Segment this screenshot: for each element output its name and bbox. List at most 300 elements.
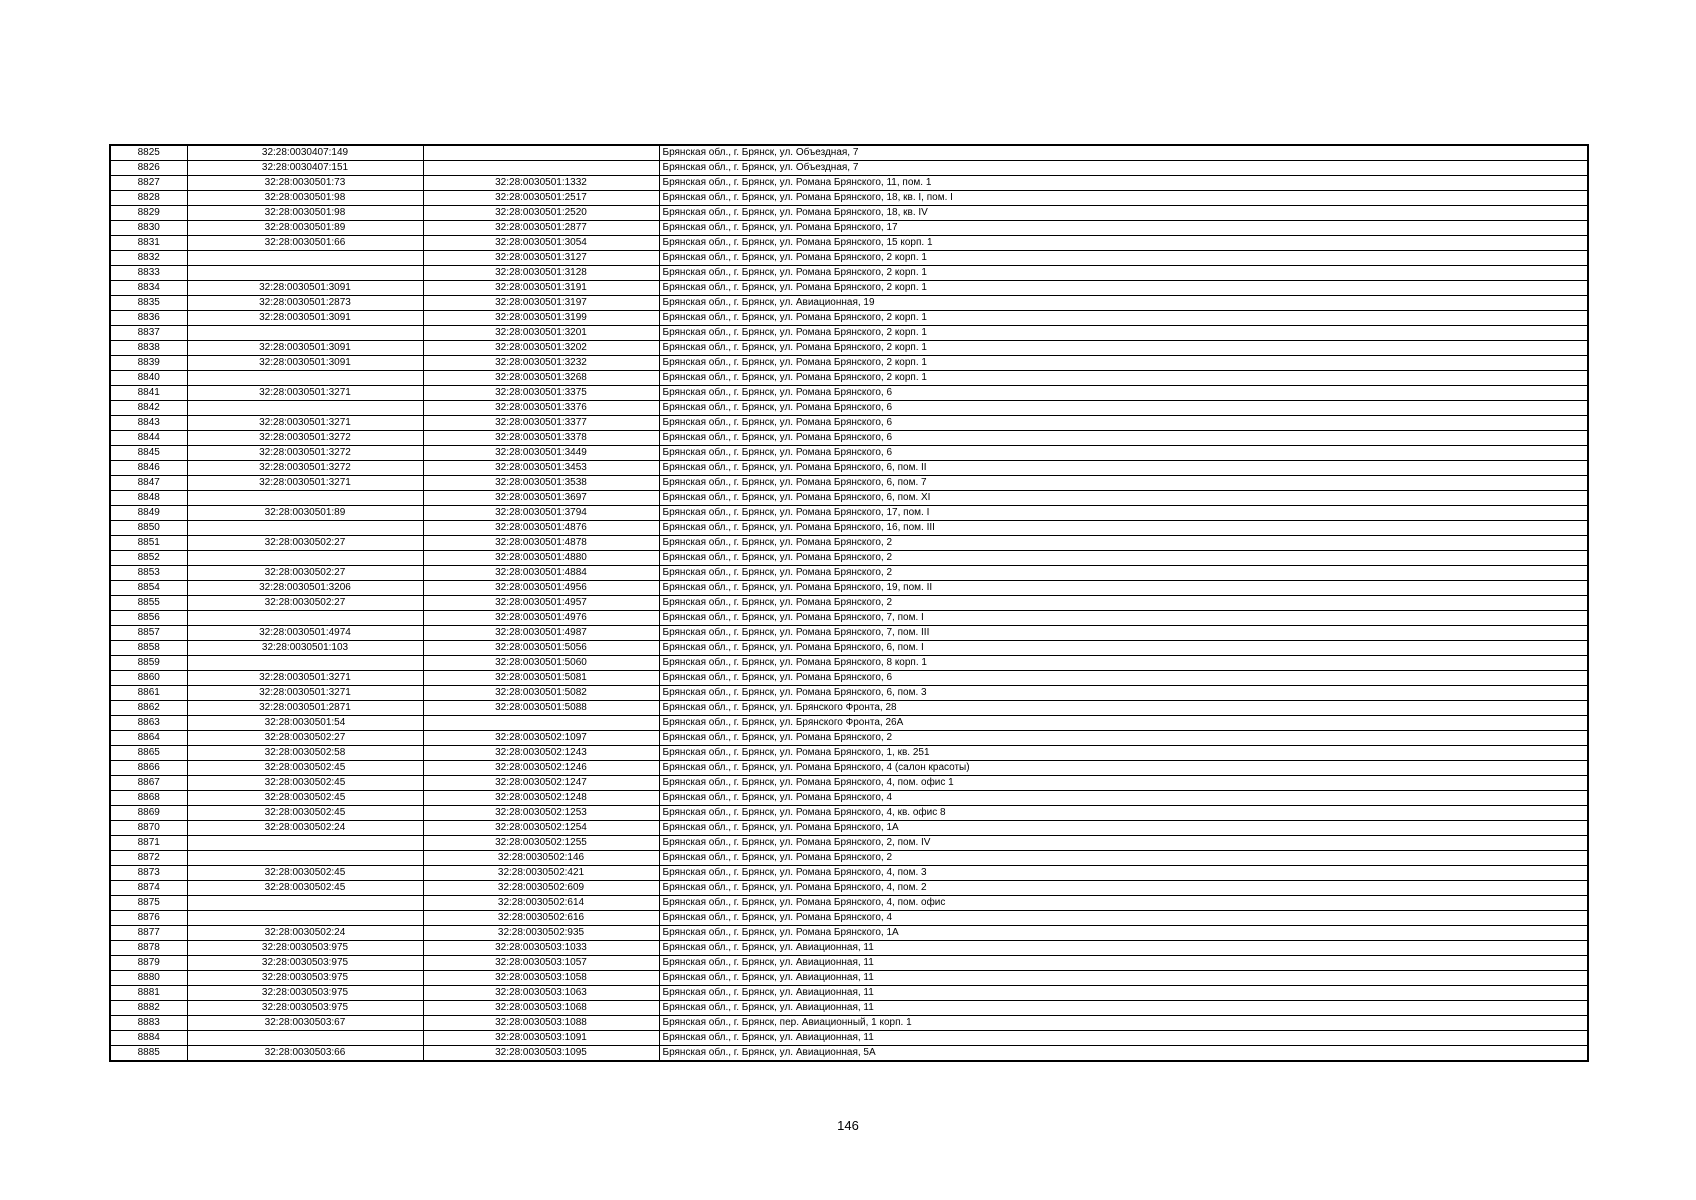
- address-cell: Брянская обл., г. Брянск, ул. Романа Брянского, 6: [659, 431, 1588, 446]
- parent-cadastral-number-cell: 32:28:0030502:27: [187, 566, 423, 581]
- row-number-cell: 8865: [110, 746, 187, 761]
- address-cell: Брянская обл., г. Брянск, ул. Романа Брянского, 4, пом. офис: [659, 896, 1588, 911]
- cadastral-number-cell: 32:28:0030501:3199: [423, 311, 659, 326]
- parent-cadastral-number-cell: 32:28:0030503:975: [187, 1001, 423, 1016]
- address-cell: Брянская обл., г. Брянск, ул. Романа Брянского, 4, пом. 3: [659, 866, 1588, 881]
- table-row: [110, 656, 1588, 671]
- address-cell: Брянская обл., г. Брянск, ул. Романа Брянского, 16, пом. III: [659, 521, 1588, 536]
- cadastral-number-cell: 32:28:0030502:146: [423, 851, 659, 866]
- address-cell: Брянская обл., г. Брянск, ул. Объездная, 7: [659, 161, 1588, 176]
- parent-cadastral-number-cell: 32:28:0030502:24: [187, 821, 423, 836]
- cadastral-number-cell: 32:28:0030501:4956: [423, 581, 659, 596]
- cadastral-number-cell: 32:28:0030501:3197: [423, 296, 659, 311]
- parent-cadastral-number-cell: 32:28:0030501:73: [187, 176, 423, 191]
- parent-cadastral-number-cell: 32:28:0030501:2871: [187, 701, 423, 716]
- address-cell: Брянская обл., г. Брянск, ул. Романа Брянского, 15 корп. 1: [659, 236, 1588, 251]
- row-number-cell: 8854: [110, 581, 187, 596]
- cadastral-number-cell: 32:28:0030501:2877: [423, 221, 659, 236]
- table-row: [110, 686, 1588, 701]
- table-row: [110, 941, 1588, 956]
- parent-cadastral-number-cell: 32:28:0030501:89: [187, 506, 423, 521]
- table-row: [110, 491, 1588, 506]
- address-cell: Брянская обл., г. Брянск, ул. Романа Брянского, 6: [659, 671, 1588, 686]
- row-number-cell: 8835: [110, 296, 187, 311]
- address-cell: Брянская обл., г. Брянск, ул. Романа Брянского, 2 корп. 1: [659, 281, 1588, 296]
- table-row: [110, 1046, 1588, 1062]
- row-number-cell: 8880: [110, 971, 187, 986]
- cadastral-number-cell: [423, 716, 659, 731]
- table-row: [110, 821, 1588, 836]
- address-cell: Брянская обл., г. Брянск, ул. Романа Брянского, 6: [659, 386, 1588, 401]
- row-number-cell: 8837: [110, 326, 187, 341]
- table-row: [110, 431, 1588, 446]
- address-cell: Брянская обл., г. Брянск, ул. Романа Брянского, 1А: [659, 821, 1588, 836]
- address-cell: Брянская обл., г. Брянск, ул. Романа Брянского, 2: [659, 596, 1588, 611]
- parent-cadastral-number-cell: [187, 836, 423, 851]
- parent-cadastral-number-cell: 32:28:0030501:3206: [187, 581, 423, 596]
- address-cell: Брянская обл., г. Брянск, ул. Романа Брянского, 18, кв. I, пом. I: [659, 191, 1588, 206]
- table-row: [110, 536, 1588, 551]
- table-row: [110, 521, 1588, 536]
- table-row: [110, 566, 1588, 581]
- parent-cadastral-number-cell: [187, 251, 423, 266]
- cadastral-number-cell: 32:28:0030502:1243: [423, 746, 659, 761]
- table-row: [110, 476, 1588, 491]
- cadastral-number-cell: 32:28:0030501:3127: [423, 251, 659, 266]
- cadastral-number-cell: 32:28:0030501:5081: [423, 671, 659, 686]
- parent-cadastral-number-cell: 32:28:0030502:45: [187, 776, 423, 791]
- table-row: [110, 776, 1588, 791]
- table-row: [110, 311, 1588, 326]
- row-number-cell: 8859: [110, 656, 187, 671]
- parent-cadastral-number-cell: [187, 401, 423, 416]
- table-row: [110, 145, 1588, 161]
- parent-cadastral-number-cell: [187, 851, 423, 866]
- cadastral-number-cell: 32:28:0030503:1091: [423, 1031, 659, 1046]
- parent-cadastral-number-cell: 32:28:0030502:27: [187, 731, 423, 746]
- address-cell: Брянская обл., г. Брянск, ул. Романа Брянского, 6: [659, 401, 1588, 416]
- parent-cadastral-number-cell: 32:28:0030503:975: [187, 971, 423, 986]
- cadastral-number-cell: 32:28:0030501:4987: [423, 626, 659, 641]
- row-number-cell: 8875: [110, 896, 187, 911]
- parent-cadastral-number-cell: 32:28:0030502:45: [187, 866, 423, 881]
- row-number-cell: 8874: [110, 881, 187, 896]
- parent-cadastral-number-cell: 32:28:0030501:3091: [187, 311, 423, 326]
- cadastral-number-cell: 32:28:0030501:3794: [423, 506, 659, 521]
- address-cell: Брянская обл., г. Брянск, ул. Авиационная, 5А: [659, 1046, 1588, 1062]
- parent-cadastral-number-cell: 32:28:0030503:66: [187, 1046, 423, 1062]
- address-cell: Брянская обл., г. Брянск, ул. Романа Брянского, 4: [659, 911, 1588, 926]
- row-number-cell: 8873: [110, 866, 187, 881]
- row-number-cell: 8855: [110, 596, 187, 611]
- parent-cadastral-number-cell: 32:28:0030503:67: [187, 1016, 423, 1031]
- row-number-cell: 8829: [110, 206, 187, 221]
- row-number-cell: 8839: [110, 356, 187, 371]
- cadastral-number-cell: 32:28:0030502:935: [423, 926, 659, 941]
- cadastral-number-cell: 32:28:0030501:4884: [423, 566, 659, 581]
- cadastral-number-cell: 32:28:0030501:3697: [423, 491, 659, 506]
- cadastral-number-cell: 32:28:0030501:4876: [423, 521, 659, 536]
- row-number-cell: 8846: [110, 461, 187, 476]
- row-number-cell: 8848: [110, 491, 187, 506]
- row-number-cell: 8882: [110, 1001, 187, 1016]
- cadastral-number-cell: 32:28:0030502:1097: [423, 731, 659, 746]
- cadastral-number-cell: 32:28:0030501:3268: [423, 371, 659, 386]
- table-row: [110, 461, 1588, 476]
- table-row: [110, 221, 1588, 236]
- row-number-cell: 8843: [110, 416, 187, 431]
- row-number-cell: 8845: [110, 446, 187, 461]
- parent-cadastral-number-cell: 32:28:0030501:3271: [187, 416, 423, 431]
- cadastral-number-cell: 32:28:0030501:3202: [423, 341, 659, 356]
- address-cell: Брянская обл., г. Брянск, ул. Романа Брянского, 6, пом. I: [659, 641, 1588, 656]
- row-number-cell: 8884: [110, 1031, 187, 1046]
- address-cell: Брянская обл., г. Брянск, ул. Романа Брянского, 2: [659, 551, 1588, 566]
- table-row: [110, 671, 1588, 686]
- address-cell: Брянская обл., г. Брянск, ул. Романа Брянского, 2 корп. 1: [659, 266, 1588, 281]
- cadastral-number-cell: 32:28:0030501:3376: [423, 401, 659, 416]
- cadastral-number-cell: 32:28:0030501:3453: [423, 461, 659, 476]
- parent-cadastral-number-cell: [187, 551, 423, 566]
- cadastral-number-cell: 32:28:0030501:3538: [423, 476, 659, 491]
- cadastral-number-cell: 32:28:0030501:4976: [423, 611, 659, 626]
- row-number-cell: 8847: [110, 476, 187, 491]
- row-number-cell: 8857: [110, 626, 187, 641]
- cadastral-number-cell: 32:28:0030501:3449: [423, 446, 659, 461]
- address-cell: Брянская обл., г. Брянск, ул. Авиационная, 11: [659, 1031, 1588, 1046]
- table-row: [110, 356, 1588, 371]
- table-row: [110, 326, 1588, 341]
- parent-cadastral-number-cell: 32:28:0030501:98: [187, 191, 423, 206]
- parent-cadastral-number-cell: 32:28:0030503:975: [187, 956, 423, 971]
- table-row: [110, 596, 1588, 611]
- cadastral-number-cell: 32:28:0030501:5056: [423, 641, 659, 656]
- cadastral-number-cell: 32:28:0030501:1332: [423, 176, 659, 191]
- cadastral-number-cell: 32:28:0030503:1058: [423, 971, 659, 986]
- parent-cadastral-number-cell: 32:28:0030503:975: [187, 941, 423, 956]
- parent-cadastral-number-cell: 32:28:0030501:3271: [187, 476, 423, 491]
- parent-cadastral-number-cell: 32:28:0030502:58: [187, 746, 423, 761]
- address-cell: Брянская обл., г. Брянск, ул. Брянского Фронта, 28: [659, 701, 1588, 716]
- address-cell: Брянская обл., г. Брянск, ул. Романа Брянского, 6: [659, 416, 1588, 431]
- cadastral-number-cell: 32:28:0030503:1063: [423, 986, 659, 1001]
- row-number-cell: 8856: [110, 611, 187, 626]
- cadastral-number-cell: 32:28:0030501:5082: [423, 686, 659, 701]
- row-number-cell: 8862: [110, 701, 187, 716]
- parent-cadastral-number-cell: 32:28:0030501:3271: [187, 386, 423, 401]
- parent-cadastral-number-cell: [187, 896, 423, 911]
- table-row: [110, 746, 1588, 761]
- table-row: [110, 1001, 1588, 1016]
- row-number-cell: 8863: [110, 716, 187, 731]
- address-cell: Брянская обл., г. Брянск, ул. Романа Брянского, 6, пом. II: [659, 461, 1588, 476]
- parent-cadastral-number-cell: 32:28:0030501:2873: [187, 296, 423, 311]
- parent-cadastral-number-cell: 32:28:0030501:3091: [187, 341, 423, 356]
- address-cell: Брянская обл., г. Брянск, ул. Романа Брянского, 6, пом. XI: [659, 491, 1588, 506]
- address-cell: Брянская обл., г. Брянск, ул. Авиационная, 11: [659, 971, 1588, 986]
- row-number-cell: 8879: [110, 956, 187, 971]
- cadastral-number-cell: 32:28:0030501:3128: [423, 266, 659, 281]
- row-number-cell: 8877: [110, 926, 187, 941]
- table-row: [110, 1031, 1588, 1046]
- table-row: [110, 896, 1588, 911]
- table-row: [110, 626, 1588, 641]
- table-row: [110, 806, 1588, 821]
- table-row: [110, 851, 1588, 866]
- row-number-cell: 8842: [110, 401, 187, 416]
- address-cell: Брянская обл., г. Брянск, ул. Авиационная, 19: [659, 296, 1588, 311]
- cadastral-number-cell: 32:28:0030501:4880: [423, 551, 659, 566]
- parent-cadastral-number-cell: [187, 911, 423, 926]
- cadastral-register-table: [109, 144, 1589, 1062]
- row-number-cell: 8864: [110, 731, 187, 746]
- parent-cadastral-number-cell: 32:28:0030501:103: [187, 641, 423, 656]
- cadastral-number-cell: 32:28:0030502:1255: [423, 836, 659, 851]
- cadastral-number-cell: [423, 145, 659, 161]
- row-number-cell: 8836: [110, 311, 187, 326]
- row-number-cell: 8825: [110, 145, 187, 161]
- parent-cadastral-number-cell: 32:28:0030502:45: [187, 761, 423, 776]
- cadastral-number-cell: 32:28:0030501:4957: [423, 596, 659, 611]
- address-cell: Брянская обл., г. Брянск, ул. Романа Брянского, 4, кв. офис 8: [659, 806, 1588, 821]
- row-number-cell: 8840: [110, 371, 187, 386]
- address-cell: Брянская обл., г. Брянск, ул. Романа Брянского, 2 корп. 1: [659, 251, 1588, 266]
- table-row: [110, 716, 1588, 731]
- parent-cadastral-number-cell: 32:28:0030407:151: [187, 161, 423, 176]
- parent-cadastral-number-cell: 32:28:0030502:45: [187, 806, 423, 821]
- parent-cadastral-number-cell: 32:28:0030501:4974: [187, 626, 423, 641]
- parent-cadastral-number-cell: [187, 521, 423, 536]
- address-cell: Брянская обл., г. Брянск, ул. Романа Брянского, 6, пом. 3: [659, 686, 1588, 701]
- parent-cadastral-number-cell: [187, 266, 423, 281]
- address-cell: Брянская обл., г. Брянск, ул. Романа Брянского, 2, пом. IV: [659, 836, 1588, 851]
- row-number-cell: 8838: [110, 341, 187, 356]
- table-row: [110, 281, 1588, 296]
- address-cell: Брянская обл., г. Брянск, ул. Романа Брянского, 2 корп. 1: [659, 371, 1588, 386]
- cadastral-number-cell: 32:28:0030502:1246: [423, 761, 659, 776]
- table-row: [110, 611, 1588, 626]
- row-number-cell: 8885: [110, 1046, 187, 1062]
- row-number-cell: 8853: [110, 566, 187, 581]
- row-number-cell: 8849: [110, 506, 187, 521]
- table-row: [110, 1016, 1588, 1031]
- parent-cadastral-number-cell: 32:28:0030501:3272: [187, 446, 423, 461]
- table-row: [110, 641, 1588, 656]
- table-row: [110, 341, 1588, 356]
- table-row: [110, 956, 1588, 971]
- parent-cadastral-number-cell: 32:28:0030501:3272: [187, 431, 423, 446]
- cadastral-number-cell: 32:28:0030502:614: [423, 896, 659, 911]
- address-cell: Брянская обл., г. Брянск, пер. Авиационный, 1 корп. 1: [659, 1016, 1588, 1031]
- cadastral-number-cell: 32:28:0030501:3054: [423, 236, 659, 251]
- table-row: [110, 881, 1588, 896]
- row-number-cell: 8830: [110, 221, 187, 236]
- row-number-cell: 8860: [110, 671, 187, 686]
- row-number-cell: 8831: [110, 236, 187, 251]
- cadastral-number-cell: 32:28:0030503:1068: [423, 1001, 659, 1016]
- table-row: [110, 761, 1588, 776]
- address-cell: Брянская обл., г. Брянск, ул. Романа Брянского, 2: [659, 566, 1588, 581]
- table-row: [110, 191, 1588, 206]
- address-cell: Брянская обл., г. Брянск, ул. Романа Брянского, 8 корп. 1: [659, 656, 1588, 671]
- address-cell: Брянская обл., г. Брянск, ул. Романа Брянского, 4, пом. офис 1: [659, 776, 1588, 791]
- cadastral-number-cell: 32:28:0030501:5060: [423, 656, 659, 671]
- parent-cadastral-number-cell: 32:28:0030502:27: [187, 596, 423, 611]
- address-cell: Брянская обл., г. Брянск, ул. Романа Брянского, 4: [659, 791, 1588, 806]
- address-cell: Брянская обл., г. Брянск, ул. Романа Брянского, 2: [659, 536, 1588, 551]
- table-row: [110, 791, 1588, 806]
- table-row: [110, 581, 1588, 596]
- table-row: [110, 176, 1588, 191]
- address-cell: Брянская обл., г. Брянск, ул. Романа Брянского, 2: [659, 851, 1588, 866]
- cadastral-number-cell: 32:28:0030501:3191: [423, 281, 659, 296]
- row-number-cell: 8832: [110, 251, 187, 266]
- table-row: [110, 836, 1588, 851]
- address-cell: Брянская обл., г. Брянск, ул. Авиационная, 11: [659, 956, 1588, 971]
- address-cell: Брянская обл., г. Брянск, ул. Авиационная, 11: [659, 1001, 1588, 1016]
- table-row: [110, 866, 1588, 881]
- cadastral-number-cell: 32:28:0030502:1247: [423, 776, 659, 791]
- table-row: [110, 266, 1588, 281]
- table-row: [110, 986, 1588, 1001]
- table-row: [110, 401, 1588, 416]
- table-row: [110, 911, 1588, 926]
- parent-cadastral-number-cell: [187, 371, 423, 386]
- parent-cadastral-number-cell: 32:28:0030502:45: [187, 881, 423, 896]
- row-number-cell: 8852: [110, 551, 187, 566]
- address-cell: Брянская обл., г. Брянск, ул. Романа Брянского, 11, пом. 1: [659, 176, 1588, 191]
- row-number-cell: 8878: [110, 941, 187, 956]
- row-number-cell: 8827: [110, 176, 187, 191]
- parent-cadastral-number-cell: 32:28:0030501:3271: [187, 671, 423, 686]
- cadastral-number-cell: 32:28:0030503:1033: [423, 941, 659, 956]
- cadastral-number-cell: 32:28:0030501:4878: [423, 536, 659, 551]
- cadastral-number-cell: 32:28:0030503:1088: [423, 1016, 659, 1031]
- table-row: [110, 236, 1588, 251]
- table-row: [110, 296, 1588, 311]
- row-number-cell: 8872: [110, 851, 187, 866]
- address-cell: Брянская обл., г. Брянск, ул. Романа Брянского, 2 корп. 1: [659, 326, 1588, 341]
- table-row: [110, 371, 1588, 386]
- cadastral-number-cell: 32:28:0030501:5088: [423, 701, 659, 716]
- parent-cadastral-number-cell: 32:28:0030407:149: [187, 145, 423, 161]
- row-number-cell: 8850: [110, 521, 187, 536]
- cadastral-number-cell: 32:28:0030502:1248: [423, 791, 659, 806]
- register-table-body: [110, 145, 1588, 1061]
- cadastral-number-cell: 32:28:0030501:3375: [423, 386, 659, 401]
- cadastral-number-cell: 32:28:0030502:1254: [423, 821, 659, 836]
- cadastral-number-cell: 32:28:0030501:2520: [423, 206, 659, 221]
- address-cell: Брянская обл., г. Брянск, ул. Романа Брянского, 6: [659, 446, 1588, 461]
- cadastral-number-cell: 32:28:0030503:1057: [423, 956, 659, 971]
- table-row: [110, 446, 1588, 461]
- address-cell: Брянская обл., г. Брянск, ул. Романа Брянского, 2: [659, 731, 1588, 746]
- table-row: [110, 971, 1588, 986]
- address-cell: Брянская обл., г. Брянск, ул. Романа Брянского, 1А: [659, 926, 1588, 941]
- table-row: [110, 506, 1588, 521]
- address-cell: Брянская обл., г. Брянск, ул. Романа Брянского, 4, пом. 2: [659, 881, 1588, 896]
- parent-cadastral-number-cell: 32:28:0030502:24: [187, 926, 423, 941]
- row-number-cell: 8851: [110, 536, 187, 551]
- parent-cadastral-number-cell: [187, 656, 423, 671]
- address-cell: Брянская обл., г. Брянск, ул. Романа Брянского, 4 (салон красоты): [659, 761, 1588, 776]
- cadastral-number-cell: 32:28:0030501:3378: [423, 431, 659, 446]
- row-number-cell: 8869: [110, 806, 187, 821]
- address-cell: Брянская обл., г. Брянск, ул. Романа Брянского, 17: [659, 221, 1588, 236]
- row-number-cell: 8867: [110, 776, 187, 791]
- parent-cadastral-number-cell: 32:28:0030501:66: [187, 236, 423, 251]
- parent-cadastral-number-cell: 32:28:0030502:27: [187, 536, 423, 551]
- row-number-cell: 8881: [110, 986, 187, 1001]
- parent-cadastral-number-cell: 32:28:0030501:3091: [187, 356, 423, 371]
- parent-cadastral-number-cell: 32:28:0030501:98: [187, 206, 423, 221]
- parent-cadastral-number-cell: [187, 1031, 423, 1046]
- address-cell: Брянская обл., г. Брянск, ул. Романа Брянского, 2 корп. 1: [659, 356, 1588, 371]
- parent-cadastral-number-cell: [187, 491, 423, 506]
- cadastral-number-cell: 32:28:0030502:609: [423, 881, 659, 896]
- table-row: [110, 731, 1588, 746]
- table-row: [110, 161, 1588, 176]
- row-number-cell: 8870: [110, 821, 187, 836]
- address-cell: Брянская обл., г. Брянск, ул. Брянского Фронта, 26А: [659, 716, 1588, 731]
- address-cell: Брянская обл., г. Брянск, ул. Романа Брянского, 1, кв. 251: [659, 746, 1588, 761]
- row-number-cell: 8883: [110, 1016, 187, 1031]
- cadastral-number-cell: 32:28:0030502:421: [423, 866, 659, 881]
- address-cell: Брянская обл., г. Брянск, ул. Романа Брянского, 2 корп. 1: [659, 311, 1588, 326]
- row-number-cell: 8844: [110, 431, 187, 446]
- table-row: [110, 551, 1588, 566]
- parent-cadastral-number-cell: 32:28:0030503:975: [187, 986, 423, 1001]
- parent-cadastral-number-cell: 32:28:0030501:54: [187, 716, 423, 731]
- table-row: [110, 701, 1588, 716]
- cadastral-number-cell: 32:28:0030501:3377: [423, 416, 659, 431]
- row-number-cell: 8833: [110, 266, 187, 281]
- cadastral-number-cell: 32:28:0030502:1253: [423, 806, 659, 821]
- address-cell: Брянская обл., г. Брянск, ул. Романа Брянского, 6, пом. 7: [659, 476, 1588, 491]
- row-number-cell: 8834: [110, 281, 187, 296]
- table-row: [110, 386, 1588, 401]
- row-number-cell: 8876: [110, 911, 187, 926]
- address-cell: Брянская обл., г. Брянск, ул. Романа Брянского, 7, пом. III: [659, 626, 1588, 641]
- parent-cadastral-number-cell: 32:28:0030501:3272: [187, 461, 423, 476]
- row-number-cell: 8826: [110, 161, 187, 176]
- row-number-cell: 8828: [110, 191, 187, 206]
- cadastral-number-cell: 32:28:0030502:616: [423, 911, 659, 926]
- cadastral-number-cell: 32:28:0030501:3232: [423, 356, 659, 371]
- address-cell: Брянская обл., г. Брянск, ул. Романа Брянского, 18, кв. IV: [659, 206, 1588, 221]
- parent-cadastral-number-cell: [187, 611, 423, 626]
- address-cell: Брянская обл., г. Брянск, ул. Авиационная, 11: [659, 941, 1588, 956]
- row-number-cell: 8841: [110, 386, 187, 401]
- table-row: [110, 251, 1588, 266]
- row-number-cell: 8871: [110, 836, 187, 851]
- address-cell: Брянская обл., г. Брянск, ул. Объездная, 7: [659, 145, 1588, 161]
- table-row: [110, 926, 1588, 941]
- cadastral-number-cell: 32:28:0030501:2517: [423, 191, 659, 206]
- parent-cadastral-number-cell: 32:28:0030501:3271: [187, 686, 423, 701]
- address-cell: Брянская обл., г. Брянск, ул. Авиационная, 11: [659, 986, 1588, 1001]
- row-number-cell: 8868: [110, 791, 187, 806]
- table-row: [110, 206, 1588, 221]
- address-cell: Брянская обл., г. Брянск, ул. Романа Брянского, 2 корп. 1: [659, 341, 1588, 356]
- row-number-cell: 8861: [110, 686, 187, 701]
- row-number-cell: 8866: [110, 761, 187, 776]
- parent-cadastral-number-cell: 32:28:0030501:89: [187, 221, 423, 236]
- address-cell: Брянская обл., г. Брянск, ул. Романа Брянского, 17, пом. I: [659, 506, 1588, 521]
- parent-cadastral-number-cell: 32:28:0030501:3091: [187, 281, 423, 296]
- address-cell: Брянская обл., г. Брянск, ул. Романа Брянского, 19, пом. II: [659, 581, 1588, 596]
- parent-cadastral-number-cell: [187, 326, 423, 341]
